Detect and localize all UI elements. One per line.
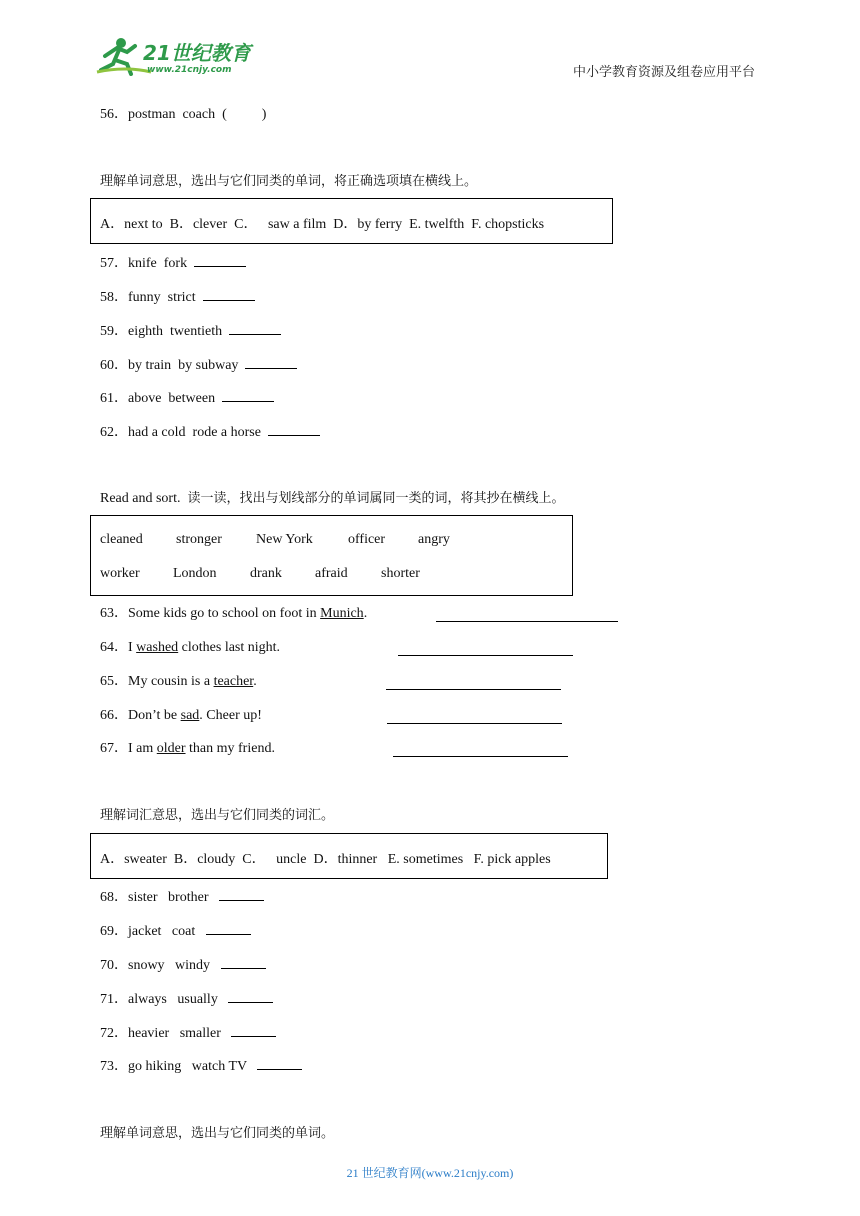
answer-blank[interactable] bbox=[194, 254, 246, 267]
question-text: I am bbox=[128, 741, 157, 756]
word-box-item: afraid bbox=[315, 566, 348, 581]
footer bbox=[0, 1164, 860, 1181]
question-text: sister brother bbox=[128, 890, 219, 905]
section-1-options: A．next to B．clever C． saw a film D．by ferry E. twelfth F. chopsticks bbox=[100, 217, 545, 232]
question-62 bbox=[100, 423, 320, 442]
question-text: . Cheer up! bbox=[199, 708, 262, 723]
answer-blank[interactable] bbox=[221, 956, 266, 969]
answer-line[interactable] bbox=[436, 620, 618, 622]
question-text: I bbox=[128, 640, 137, 655]
instruction-cn: 读一读，找出与划线部分的单词属同一类的词，将其抄在横线上。 bbox=[187, 491, 565, 506]
question-73 bbox=[100, 1057, 302, 1076]
section-3-options-box bbox=[90, 833, 608, 879]
answer-blank[interactable] bbox=[245, 356, 297, 369]
question-text: . bbox=[253, 674, 257, 689]
question-72 bbox=[100, 1024, 276, 1043]
answer-line[interactable] bbox=[398, 654, 573, 656]
underlined-word: Munich bbox=[320, 606, 364, 621]
question-57 bbox=[100, 254, 246, 273]
question-text: funny strict bbox=[128, 290, 203, 305]
word-box-item: officer bbox=[348, 532, 386, 547]
runner-logo-icon bbox=[95, 36, 255, 76]
question-text: Don’t be bbox=[128, 708, 181, 723]
underlined-word: sad bbox=[180, 708, 200, 723]
answer-blank[interactable] bbox=[231, 1024, 276, 1037]
word-box-item: drank bbox=[250, 566, 282, 581]
question-69 bbox=[100, 922, 251, 941]
question-text: than my friend. bbox=[185, 741, 275, 756]
answer-blank[interactable] bbox=[229, 322, 281, 335]
question-number: 70． bbox=[100, 958, 128, 973]
word-box-item: New York bbox=[256, 532, 313, 547]
question-58 bbox=[100, 288, 255, 307]
question-number: 56． bbox=[100, 107, 128, 122]
question-68 bbox=[100, 888, 264, 907]
section-1-instruction: 理解单词意思，选出与它们同类的单词，将正确选项填在横线上。 bbox=[100, 174, 478, 189]
word-box-item: angry bbox=[418, 532, 450, 547]
question-67 bbox=[100, 740, 275, 758]
underlined-word: older bbox=[156, 741, 186, 756]
underlined-word: washed bbox=[136, 640, 179, 655]
question-text: by train by subway bbox=[128, 358, 246, 373]
question-number: 69． bbox=[100, 924, 128, 939]
question-56 bbox=[100, 106, 266, 124]
question-61 bbox=[100, 389, 274, 408]
answer-blank[interactable] bbox=[268, 423, 320, 436]
platform-title: 中小学教育资源及组卷应用平台 bbox=[572, 65, 755, 80]
question-text: . bbox=[363, 606, 368, 621]
section-2-instruction bbox=[100, 490, 565, 508]
answer-blank[interactable] bbox=[228, 990, 273, 1003]
question-text: snowy windy bbox=[128, 958, 221, 973]
question-60 bbox=[100, 356, 297, 375]
question-number: 73． bbox=[100, 1059, 128, 1074]
question-text: had a cold rode a horse bbox=[128, 425, 268, 440]
question-text: above between bbox=[128, 391, 223, 406]
question-66 bbox=[100, 707, 262, 725]
question-70 bbox=[100, 956, 266, 975]
word-box-item: London bbox=[173, 566, 217, 581]
question-65 bbox=[100, 673, 257, 691]
question-text: heavier smaller bbox=[128, 1026, 232, 1041]
question-71 bbox=[100, 990, 273, 1009]
question-63 bbox=[100, 605, 367, 623]
question-number: 61． bbox=[100, 391, 128, 406]
answer-line[interactable] bbox=[387, 722, 562, 724]
answer-line[interactable] bbox=[386, 688, 561, 690]
answer-line[interactable] bbox=[393, 755, 568, 757]
answer-blank[interactable] bbox=[257, 1057, 302, 1070]
question-number: 58． bbox=[100, 290, 128, 305]
question-text: eighth twentieth bbox=[128, 324, 230, 339]
question-text: My cousin is a bbox=[128, 674, 214, 689]
question-number: 71． bbox=[100, 992, 128, 1007]
logo-main-text: 21世纪教育 bbox=[143, 41, 251, 65]
section-4-instruction: 理解单词意思，选出与它们同类的单词。 bbox=[100, 1126, 335, 1141]
question-number: 68． bbox=[100, 890, 128, 905]
question-number: 65． bbox=[100, 674, 128, 689]
question-number: 72． bbox=[100, 1026, 128, 1041]
word-box-item: shorter bbox=[381, 566, 420, 581]
section-3-options: A．sweater B．cloudy C． uncle D．thinner E. sometimes F. pick apples bbox=[100, 852, 551, 867]
footer-site-name: 21 世纪教育网 bbox=[346, 1166, 422, 1180]
logo-url-text: www.21cnjy.com bbox=[147, 65, 232, 75]
answer-blank[interactable] bbox=[222, 389, 274, 402]
question-text: Some kids go to school on foot in bbox=[128, 606, 321, 621]
question-59 bbox=[100, 322, 281, 341]
answer-blank[interactable] bbox=[206, 922, 251, 935]
instruction-en: Read and sort. bbox=[100, 491, 181, 506]
answer-blank[interactable] bbox=[219, 888, 264, 901]
question-number: 64． bbox=[100, 640, 128, 655]
question-number: 67． bbox=[100, 741, 128, 756]
question-number: 57． bbox=[100, 256, 128, 271]
footer-link[interactable]: (www.21cnjy.com) bbox=[421, 1166, 514, 1180]
question-text: knife fork bbox=[128, 256, 195, 271]
underlined-word: teacher bbox=[213, 674, 254, 689]
question-number: 59． bbox=[100, 324, 128, 339]
section-3-instruction: 理解词汇意思，选出与它们同类的词汇。 bbox=[100, 808, 335, 823]
question-text: clothes last night. bbox=[178, 640, 281, 655]
question-number: 62． bbox=[100, 425, 128, 440]
word-box-item: worker bbox=[100, 566, 140, 581]
question-64 bbox=[100, 639, 280, 657]
section-1-options-box bbox=[90, 198, 613, 244]
question-text: always usually bbox=[128, 992, 229, 1007]
question-text: jacket coat bbox=[128, 924, 206, 939]
word-box-item: stronger bbox=[176, 532, 222, 547]
section-2-word-box bbox=[90, 515, 573, 596]
answer-blank[interactable] bbox=[203, 288, 255, 301]
question-number: 66． bbox=[100, 708, 128, 723]
question-number: 60． bbox=[100, 358, 128, 373]
question-text: go hiking watch TV bbox=[128, 1059, 258, 1074]
question-number: 63． bbox=[100, 606, 128, 621]
question-text: postman coach ( ) bbox=[128, 107, 267, 122]
word-box-item: cleaned bbox=[100, 532, 143, 547]
site-logo bbox=[95, 36, 255, 76]
